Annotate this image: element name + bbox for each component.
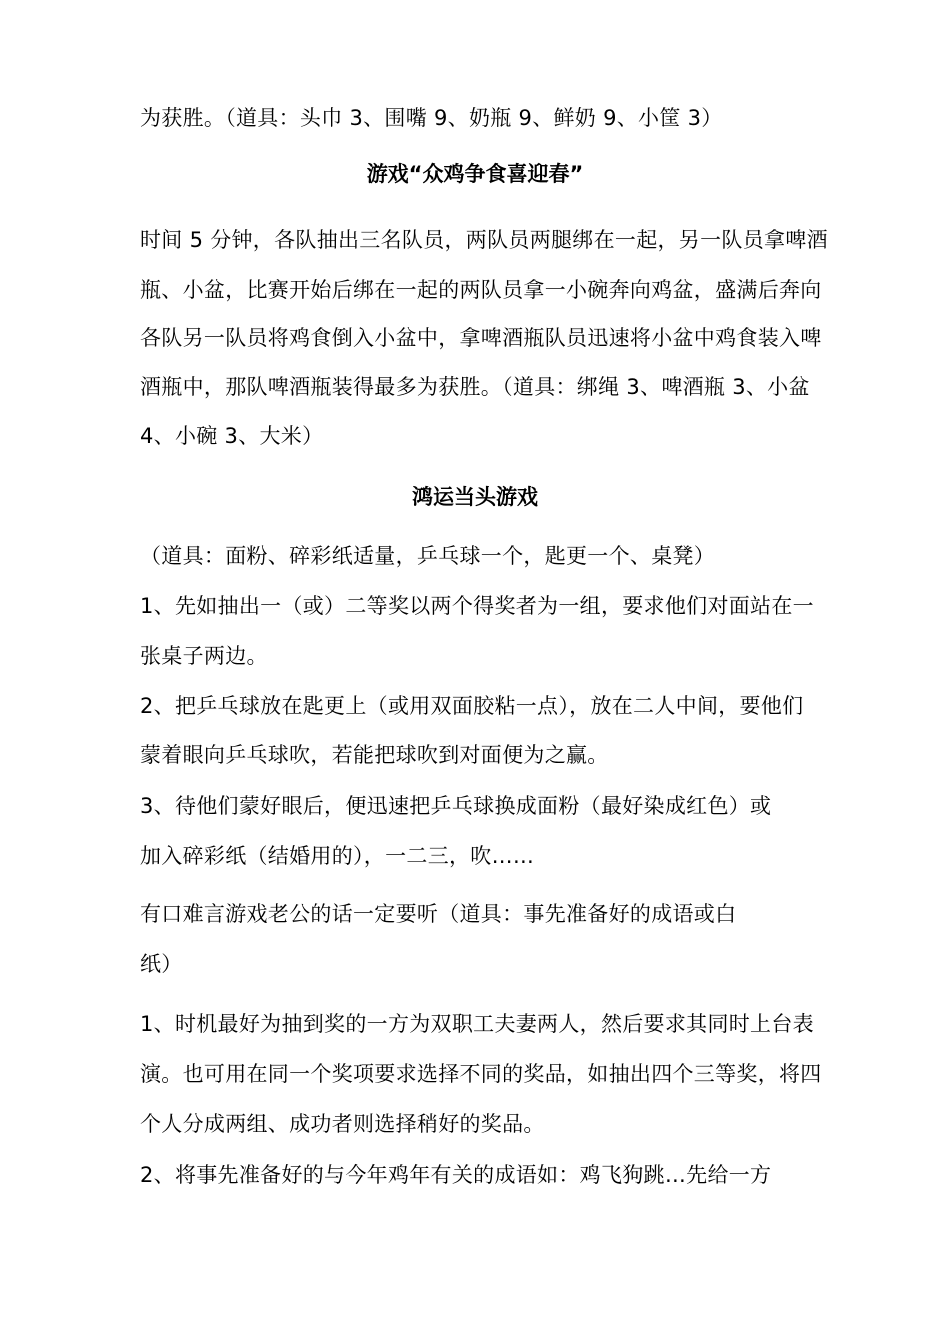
section2-line-3: 张桌子两边。 [140,644,268,668]
section1-line-5: 4、小碗 3、大米） [140,424,324,448]
section3-line-6: 2、将事先准备好的与今年鸡年有关的成语如：鸡飞狗跳…先给一方 [140,1163,772,1187]
section2-line-1: （道具：面粉、碎彩纸适量，乒乓球一个，匙更一个、桌凳） [140,544,716,568]
section1-line-3: 各队另一队员将鸡食倒入小盆中，拿啤酒瓶队员迅速将小盆中鸡食装入啤 [140,326,822,350]
section2-line-5: 蒙着眼向乒乓球吹，若能把球吹到对面便为之赢。 [140,743,609,767]
intro-tail-text: 为获胜。（道具：头巾 3、围嘴 9、奶瓶 9、鲜奶 9、小筐 3） [140,106,723,130]
section3-line-2: 纸） [140,952,183,976]
section1-line-1: 时间 5 分钟，各队抽出三名队员，两队员两腿绑在一起，另一队员拿啤酒 [140,228,828,252]
section3-line-4: 演。也可用在同一个奖项要求选择不同的奖品，如抽出四个三等奖，将四 [140,1062,822,1086]
section3-line-1: 有口难言游戏老公的话一定要听（道具：事先准备好的成语或白 [140,902,737,926]
section1-line-4: 酒瓶中，那队啤酒瓶装得最多为获胜。（道具：绑绳 3、啤酒瓶 3、小盆 [140,375,810,399]
section2-title: 鸿运当头游戏 [412,485,538,509]
section2-line-7: 加入碎彩纸（结婚用的），一二三，吹…… [140,844,535,868]
section3-line-3: 1、时机最好为抽到奖的一方为双职工夫妻两人，然后要求其同时上台表 [140,1012,814,1036]
section2-line-4: 2、把乒乓球放在匙更上（或用双面胶粘一点），放在二人中间，要他们 [140,694,804,718]
section2-line-6: 3、待他们蒙好眼后，便迅速把乒乓球换成面粉（最好染成红色）或 [140,794,772,818]
section3-line-5: 个人分成两组、成功者则选择稍好的奖品。 [140,1112,545,1136]
section2-line-2: 1、先如抽出一（或）二等奖以两个得奖者为一组，要求他们对面站在一 [140,594,814,618]
section1-line-2: 瓶、小盆，比赛开始后绑在一起的两队员拿一小碗奔向鸡盆，盛满后奔向 [140,278,822,302]
section1-title: 游戏“众鸡争食喜迎春” [366,162,584,186]
